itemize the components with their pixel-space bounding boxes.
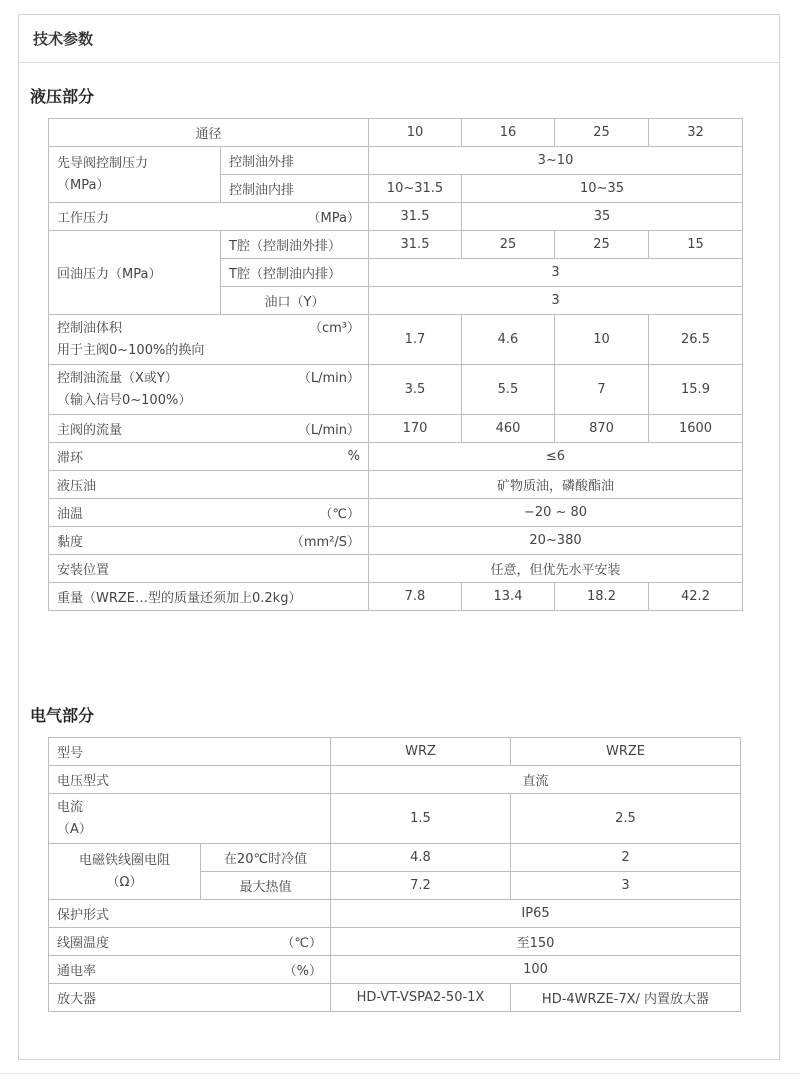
duty-cycle-value: 100 <box>331 956 741 984</box>
main-valve-flow-value: 170 <box>369 415 462 443</box>
size-10: 10 <box>369 119 462 147</box>
table-row <box>49 794 741 844</box>
bottom-divider <box>0 1073 800 1074</box>
current-value-wrz: 1.5 <box>331 794 511 844</box>
main-valve-flow-label <box>49 415 369 443</box>
coil-temp-unit: （℃） <box>281 936 322 951</box>
viscosity-unit: （mm²/S） <box>290 535 360 550</box>
pilot-internal-value-other: 10~35 <box>462 175 743 203</box>
viscosity-text: 黏度 <box>57 535 84 550</box>
control-oil-flow-unit: （L/min） <box>297 370 360 386</box>
hysteresis-value: ≤6 <box>369 443 743 471</box>
oil-temp-unit: （℃） <box>319 507 360 522</box>
hydraulic-fluid-label: 液压油 <box>49 471 369 499</box>
pilot-internal-label: 控制油内排 <box>221 175 369 203</box>
weight-label: 重量（WRZE…型的质量还须加上0.2kg） <box>49 583 369 611</box>
hot-value-wrz: 7.2 <box>331 872 511 900</box>
hydraulic-fluid-value: 矿物质油，磷酸酯油 <box>369 471 743 499</box>
panel-title: 技术参数 <box>19 15 779 63</box>
t-port-internal-label: T腔（控制油内排） <box>221 259 369 287</box>
voltage-type-value: 直流 <box>331 766 741 794</box>
current-text: 电流 <box>57 799 84 815</box>
mounting-position-label: 安装位置 <box>49 555 369 583</box>
table-row <box>49 231 743 259</box>
table-row <box>49 766 741 794</box>
viscosity-value: 20~380 <box>369 527 743 555</box>
hysteresis-text: 滞环 <box>57 451 84 466</box>
electrical-section-title: 电气部分 <box>30 706 95 725</box>
hot-value-wrze: 3 <box>511 872 741 900</box>
size-16: 16 <box>462 119 555 147</box>
cold-value-wrze: 2 <box>511 844 741 872</box>
t-port-external-value: 25 <box>555 231 649 259</box>
cold-value-wrz: 4.8 <box>331 844 511 872</box>
control-oil-volume-text: 控制油体积 <box>57 320 123 336</box>
control-oil-flow-label <box>49 365 369 415</box>
main-valve-flow-text: 主阀的流量 <box>57 423 123 438</box>
weight-value: 18.2 <box>555 583 649 611</box>
table-row <box>49 203 743 231</box>
model-wrz: WRZ <box>331 738 511 766</box>
table-row <box>49 443 743 471</box>
coil-temp-label <box>49 928 331 956</box>
control-oil-flow-value: 7 <box>555 365 649 415</box>
coil-resistance-unit: （Ω） <box>106 874 143 890</box>
weight-value: 7.8 <box>369 583 462 611</box>
working-pressure-text: 工作压力 <box>57 211 110 226</box>
control-oil-flow-value: 5.5 <box>462 365 555 415</box>
table-row <box>49 119 743 147</box>
working-pressure-unit: （MPa） <box>307 211 360 226</box>
main-valve-flow-value: 460 <box>462 415 555 443</box>
table-row <box>49 555 743 583</box>
amplifier-wrz: HD-VT-VSPA2-50-1X <box>331 984 511 1012</box>
size-25: 25 <box>555 119 649 147</box>
coil-resistance-label <box>49 844 201 900</box>
hysteresis-unit: % <box>347 449 360 464</box>
table-row <box>49 471 743 499</box>
control-oil-volume-value: 26.5 <box>649 315 743 365</box>
viscosity-label <box>49 527 369 555</box>
table-row <box>49 738 741 766</box>
current-value-wrze: 2.5 <box>511 794 741 844</box>
hot-value-label: 最大热值 <box>201 872 331 900</box>
t-port-external-label: T腔（控制油外排） <box>221 231 369 259</box>
duty-cycle-unit: （%） <box>283 964 322 979</box>
main-valve-flow-value: 870 <box>555 415 649 443</box>
table-row <box>49 499 743 527</box>
table-row <box>49 928 741 956</box>
duty-cycle-text: 通电率 <box>57 964 97 979</box>
t-port-external-value: 31.5 <box>369 231 462 259</box>
table-row <box>49 900 741 928</box>
t-port-internal-value: 3 <box>369 259 743 287</box>
table-row <box>49 415 743 443</box>
coil-resistance-text: 电磁铁线圈电阻 <box>78 852 170 868</box>
model-label: 型号 <box>49 738 331 766</box>
table-row <box>49 984 741 1012</box>
control-oil-volume-value: 10 <box>555 315 649 365</box>
control-oil-volume-value: 1.7 <box>369 315 462 365</box>
hydraulic-spec-table <box>48 118 743 611</box>
amplifier-wrze: HD-4WRZE-7X/ 内置放大器 <box>511 984 741 1012</box>
main-valve-flow-unit: （L/min） <box>297 423 360 438</box>
table-row <box>49 527 743 555</box>
current-label <box>49 794 331 844</box>
control-oil-flow-value: 15.9 <box>649 365 743 415</box>
hysteresis-label <box>49 443 369 471</box>
coil-temp-text: 线圈温度 <box>57 936 110 951</box>
mounting-position-value: 任意，但优先水平安装 <box>369 555 743 583</box>
oil-temp-text: 油温 <box>57 507 84 522</box>
duty-cycle-label <box>49 956 331 984</box>
working-pressure-value-10: 31.5 <box>369 203 462 231</box>
y-port-label: 油口（Y） <box>221 287 369 315</box>
control-oil-volume-label <box>49 315 369 365</box>
control-oil-volume-note: 用于主阀0~100%的换向 <box>57 342 205 358</box>
control-oil-volume-value: 4.6 <box>462 315 555 365</box>
table-row <box>49 583 743 611</box>
current-unit: （A） <box>57 821 92 837</box>
control-oil-flow-value: 3.5 <box>369 365 462 415</box>
oil-temp-value: −20 ~ 80 <box>369 499 743 527</box>
protection-label: 保护形式 <box>49 900 331 928</box>
working-pressure-value-other: 35 <box>462 203 743 231</box>
electrical-spec-table <box>48 737 741 1012</box>
nominal-size-label: 通径 <box>49 119 369 147</box>
pilot-internal-value-10: 10~31.5 <box>369 175 462 203</box>
hydraulic-section-title: 液压部分 <box>30 87 95 106</box>
t-port-external-value: 15 <box>649 231 743 259</box>
weight-value: 13.4 <box>462 583 555 611</box>
pilot-pressure-unit: （MPa） <box>57 177 110 193</box>
t-port-external-value: 25 <box>462 231 555 259</box>
voltage-type-label: 电压型式 <box>49 766 331 794</box>
model-wrze: WRZE <box>511 738 741 766</box>
working-pressure-label <box>49 203 369 231</box>
amplifier-label: 放大器 <box>49 984 331 1012</box>
table-row <box>49 844 741 872</box>
pilot-external-value: 3~10 <box>369 147 743 175</box>
table-row <box>49 147 743 175</box>
size-32: 32 <box>649 119 743 147</box>
return-pressure-label: 回油压力（MPa） <box>49 231 221 315</box>
y-port-value: 3 <box>369 287 743 315</box>
main-valve-flow-value: 1600 <box>649 415 743 443</box>
table-row <box>49 315 743 365</box>
table-row <box>49 365 743 415</box>
pilot-external-label: 控制油外排 <box>221 147 369 175</box>
control-oil-volume-unit: （cm³） <box>308 320 360 336</box>
pilot-pressure-label <box>49 147 221 203</box>
control-oil-flow-text: 控制油流量（X或Y） <box>57 370 178 386</box>
table-row <box>49 956 741 984</box>
protection-value: IP65 <box>331 900 741 928</box>
oil-temp-label <box>49 499 369 527</box>
weight-value: 42.2 <box>649 583 743 611</box>
control-oil-flow-note: （输入信号0~100%） <box>57 392 192 408</box>
coil-temp-value: 至150 <box>331 928 741 956</box>
pilot-pressure-line1: 先导阀控制压力 <box>57 155 149 171</box>
cold-value-label: 在20℃时冷值 <box>201 844 331 872</box>
